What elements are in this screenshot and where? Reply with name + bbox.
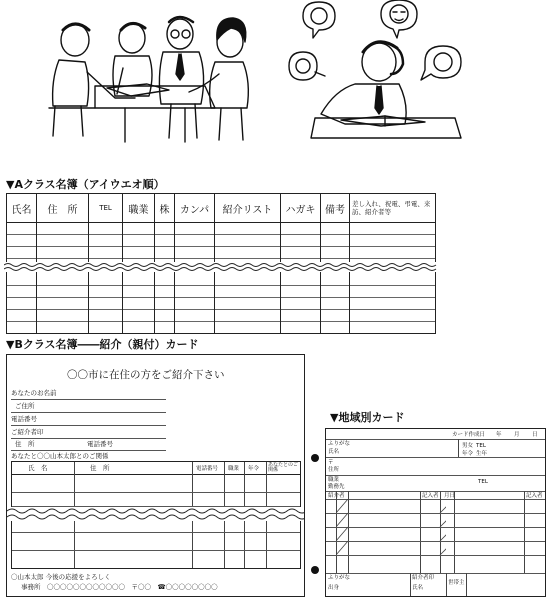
label-tel: TEL: [476, 443, 486, 449]
table-row: [7, 298, 436, 310]
field-phone-2: 電話番号: [87, 440, 113, 448]
label-furigana: ふりがな: [328, 441, 351, 447]
label-occupation: 職業: [328, 477, 340, 483]
label-referrer: 紹介者: [328, 493, 345, 499]
label-work-tel: TEL: [478, 479, 488, 485]
card-date-label: カード作成日: [452, 432, 486, 438]
field-phone: 電話番号: [11, 415, 37, 423]
col-address: 住 所: [37, 194, 89, 223]
label-workplace: 勤務先: [328, 484, 345, 490]
label-address: 住所: [328, 467, 340, 473]
col-name: 氏名: [7, 194, 37, 223]
field-referrer-seal: ご紹介者印: [11, 428, 44, 436]
referral-card: [6, 354, 305, 597]
section-b-heading: ▼Bクラス名簿――紹介（親付）カード: [6, 338, 199, 351]
label-postal: 〒: [328, 460, 334, 466]
card-break-wave: [7, 507, 304, 521]
label-name-2: 氏名: [412, 585, 424, 591]
ref-col-address: 住 所: [90, 464, 110, 472]
label-householder: 世帯主: [448, 580, 465, 586]
card-footer-line2: 事務所 〇〇〇〇〇〇〇〇〇〇〇〇 〒〇〇 ☎〇〇〇〇〇〇〇〇: [21, 583, 218, 591]
binder-hole-bottom: [311, 566, 319, 574]
table-break-wave: [4, 262, 438, 272]
ref-col-relation: あなたとのご関係: [268, 462, 299, 473]
referral-card-title: 〇〇市に在住の方をご紹介下さい: [67, 369, 225, 381]
regional-card: [325, 428, 546, 597]
label-month-day: 月日: [444, 493, 456, 499]
label-recorder-1: 記入者: [422, 493, 439, 499]
table-row: [7, 322, 436, 334]
table-row: [7, 271, 436, 286]
card-footer-line1: 〇山本太郎 今後の応援をよろしく: [11, 573, 111, 581]
col-referral-list: 紹介リスト: [215, 194, 281, 223]
ref-col-age: 年令: [248, 466, 260, 472]
date-year: 年: [496, 432, 502, 438]
meeting-illustration: [35, 8, 265, 148]
label-origin: 出身: [328, 585, 340, 591]
label-gender: 男女: [462, 443, 474, 449]
field-your-name: あなたのお名前: [11, 389, 57, 397]
date-day: 日: [532, 432, 538, 438]
date-month: 月: [514, 432, 520, 438]
table-row: [7, 286, 436, 298]
table-row: [7, 235, 436, 247]
binder-hole-top: [311, 454, 319, 462]
col-donation: カンパ: [175, 194, 215, 223]
label-furigana-2: ふりがな: [328, 575, 351, 581]
record-diagonals: [336, 499, 446, 573]
label-age: 年令: [462, 451, 474, 457]
ref-col-name: 氏 名: [28, 464, 48, 472]
phone-call-illustration: [285, 0, 485, 148]
ref-col-occupation: 職業: [228, 466, 240, 472]
ref-col-phone: 電話番号: [196, 466, 219, 472]
col-remarks: 備考: [321, 194, 350, 223]
field-address-2: 住 所: [15, 440, 35, 448]
table-row: [7, 223, 436, 235]
label-birth: 生年: [476, 451, 488, 457]
col-postcard: ハガキ: [281, 194, 321, 223]
field-address: ご住所: [15, 402, 35, 410]
col-occupation: 職業: [123, 194, 155, 223]
table-row: [7, 247, 436, 259]
col-stock: 株: [155, 194, 175, 223]
label-name: 氏名: [328, 449, 340, 455]
label-referrer-seal: 紹介者印: [412, 575, 435, 581]
section-a-heading: ▼Aクラス名簿（アイウエオ順）: [6, 178, 165, 191]
label-recorder-2: 記入者: [526, 493, 543, 499]
section-c-heading: ▼地域別カード: [330, 411, 405, 424]
col-remarks-note: 差し入れ、祝電、弔電、来訪、紹介者等: [350, 194, 436, 223]
col-tel: TEL: [89, 194, 123, 223]
table-row: [7, 310, 436, 322]
field-relationship: あなたと〇〇山本太郎とのご関係: [11, 452, 109, 460]
